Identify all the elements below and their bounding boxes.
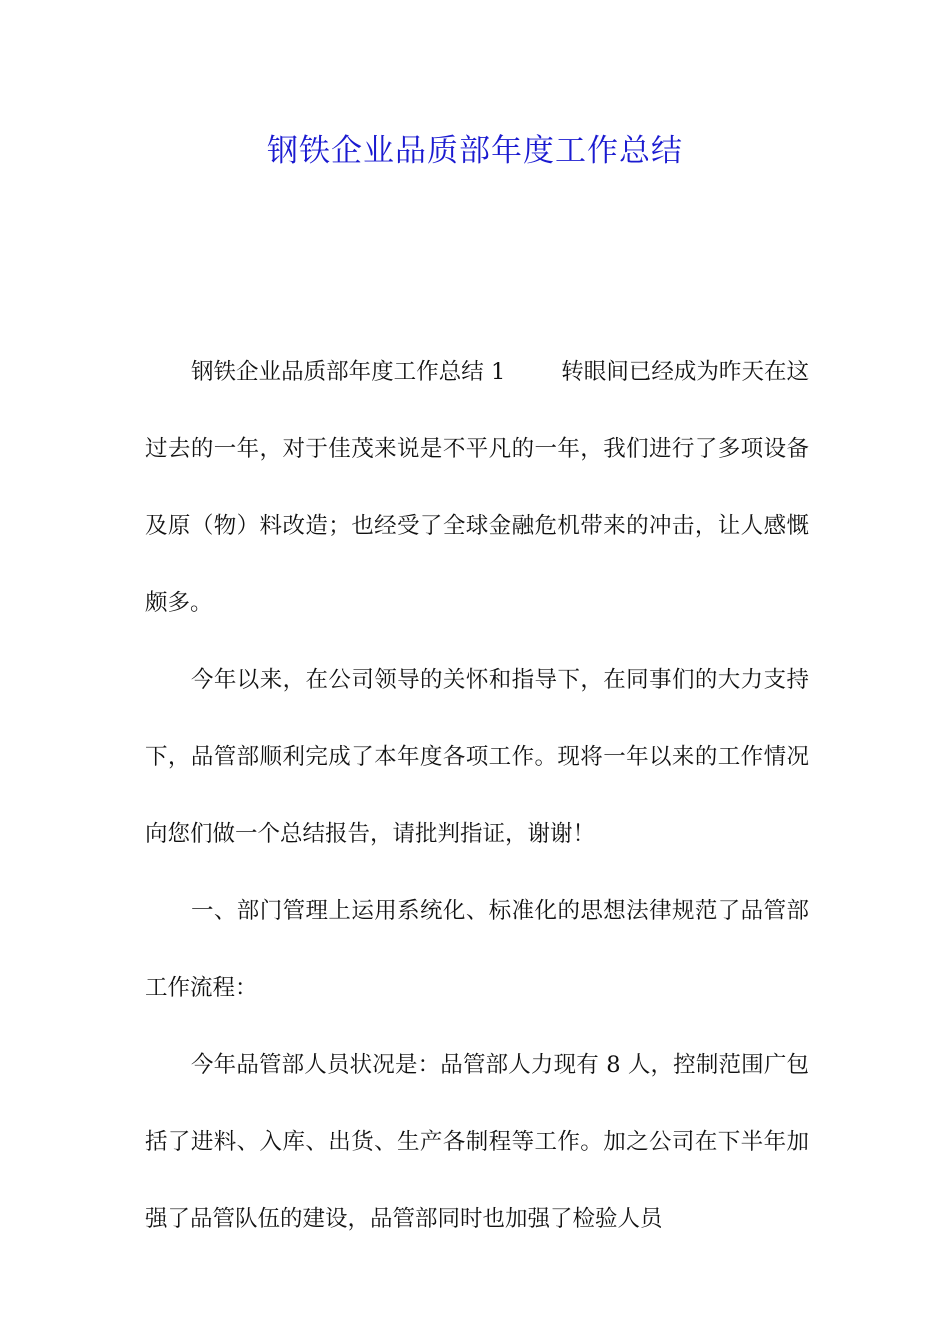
document-body [145,334,809,1258]
paragraph-3: 一、部门管理上运用系统化、标准化的思想法律规范了品管部工作流程： [145,898,809,1001]
paragraph-1 [145,334,809,642]
paragraph-1-text: 转眼间已经成为昨天在这过去的一年，对于佳茂来说是不平凡的一年，我们进行了多项设备及原（物）料改造；也经受了全球金融危机带来的冲击，让人感慨颇多。 [145,359,809,616]
paragraph-4: 今年品管部人员状况是：品管部人力现有 8 人，控制范围广包括了进料、入库、出货、生产各制程等工作。加之公司在下半年加强了品管队伍的建设，品管部同时也加强了检验人员 [145,1052,809,1232]
section-heading: 钢铁企业品质部年度工作总结 1 [191,359,506,385]
paragraph-2: 今年以来，在公司领导的关怀和指导下，在同事们的大力支持下，品管部顺利完成了本年度各项工作。现将一年以来的工作情况向您们做一个总结报告，请批判指证，谢谢！ [145,667,809,847]
document-title: 钢铁企业品质部年度工作总结 [267,133,683,169]
